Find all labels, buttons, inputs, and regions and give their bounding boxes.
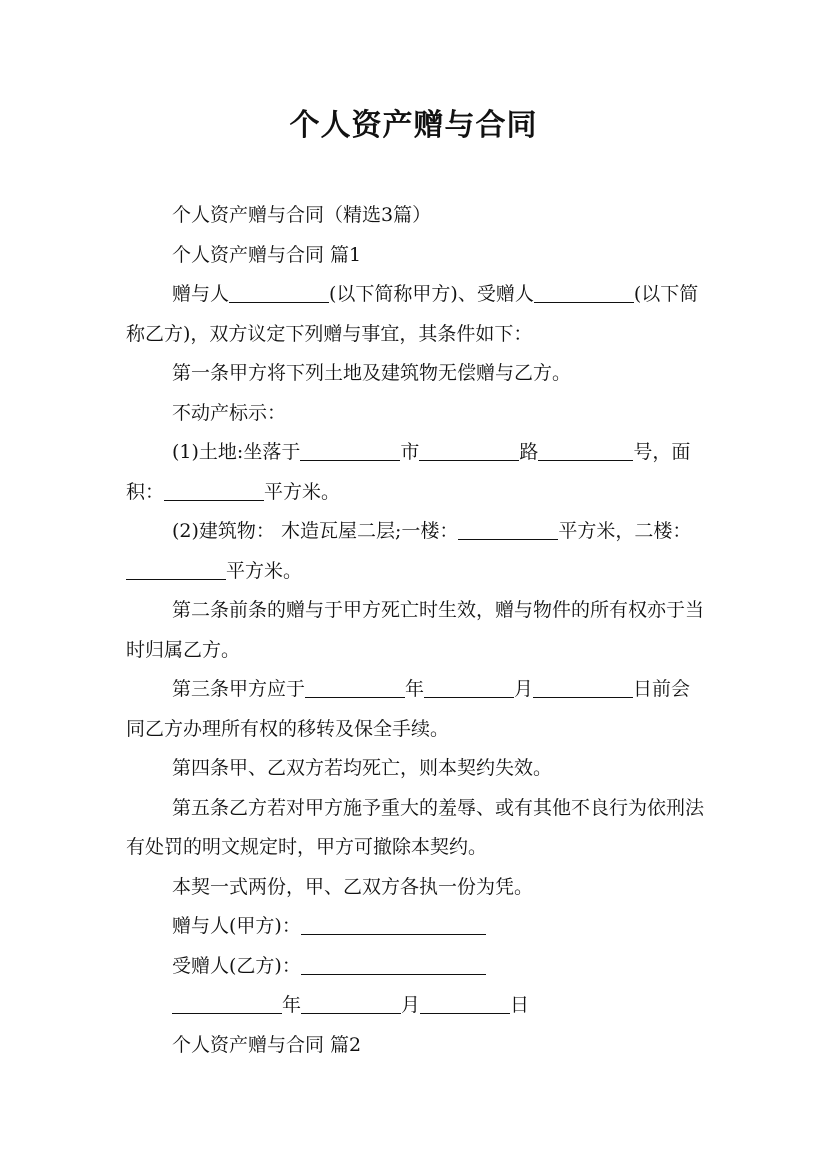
text-sqm-2: 平方米。 — [226, 559, 303, 582]
blank-year — [305, 677, 405, 698]
document-title: 个人资产赠与合同 — [289, 108, 538, 143]
text-art3: 第三条甲方应于 — [172, 678, 306, 700]
signing-date — [126, 986, 704, 1026]
text-building: (2)建筑物： 木造瓦屋二层;一楼： — [172, 520, 459, 542]
text-sqm: 平方米。 — [264, 480, 341, 503]
blank-road — [419, 440, 519, 461]
property-label: 不动产标示： — [172, 401, 287, 424]
text-parties-rest: (以下简称乙方)，双方议定下列赠与事宜，其条件如下： — [126, 283, 699, 345]
article-1: 第一条甲方将下列土地及建筑物无偿赠与乙方。 — [172, 362, 572, 384]
text-land: (1)土地:坐落于 — [172, 441, 301, 463]
text-art3-rest: 日前会同乙方办理所有权的移转及保全手续。 — [126, 678, 691, 740]
article-3 — [126, 670, 704, 749]
paragraph-building — [126, 512, 704, 591]
copies-clause: 本契一式两份，甲、乙双方各执一份为凭。 — [172, 875, 534, 898]
blank-donor-sign — [301, 914, 486, 935]
article-5: 第五条乙方若对甲方施予重大的羞辱、或有其他不良行为依刑法有处罚的明文规定时，甲方可撤除本契约。 — [126, 796, 705, 858]
blank-city — [300, 440, 400, 461]
text-year: 年 — [405, 678, 425, 700]
text-road: 路 — [519, 441, 539, 463]
text-floor2: 平方米，二楼： — [558, 520, 692, 542]
blank-donor-name — [229, 282, 329, 303]
article-2: 第二条前条的赠与于甲方死亡时生效，赠与物件的所有权亦于当时归属乙方。 — [126, 599, 705, 661]
blank-floor1-area — [458, 519, 558, 540]
blank-floor2-area — [126, 559, 226, 580]
text-sign-month: 月 — [401, 994, 421, 1016]
blank-sign-month — [301, 993, 401, 1014]
article-4: 第四条甲、乙双方若均死亡，则本契约失效。 — [172, 757, 553, 779]
blank-month — [424, 677, 514, 698]
blank-donee-name — [534, 282, 634, 303]
text-donor-sign: 赠与人(甲方)： — [172, 915, 301, 937]
blank-sign-day — [420, 993, 510, 1014]
section-heading-2: 个人资产赠与合同 篇2 — [172, 1033, 362, 1056]
text-month: 月 — [514, 678, 534, 700]
text-donee-sign: 受赠人(乙方)： — [172, 954, 301, 977]
text-sign-day: 日 — [510, 994, 530, 1016]
blank-sign-year — [172, 993, 282, 1014]
donor-signature — [126, 907, 704, 947]
text-sign-year: 年 — [282, 994, 302, 1016]
donee-signature — [126, 947, 704, 987]
blank-number — [538, 440, 633, 461]
paragraph-land — [126, 433, 704, 512]
paragraph-parties — [126, 275, 704, 354]
blank-donee-sign — [301, 954, 486, 975]
blank-land-area — [164, 480, 264, 501]
text-donor: 赠与人 — [172, 283, 230, 305]
text-area: 号，面积： — [126, 441, 691, 503]
section-heading-1: 个人资产赠与合同 篇1 — [172, 243, 362, 266]
text-donee: (以下简称甲方)、受赠人 — [329, 283, 534, 305]
document-body — [126, 196, 704, 1065]
text-city: 市 — [400, 441, 420, 463]
subtitle: 个人资产赠与合同（精选3篇） — [172, 204, 432, 226]
blank-day — [533, 677, 633, 698]
